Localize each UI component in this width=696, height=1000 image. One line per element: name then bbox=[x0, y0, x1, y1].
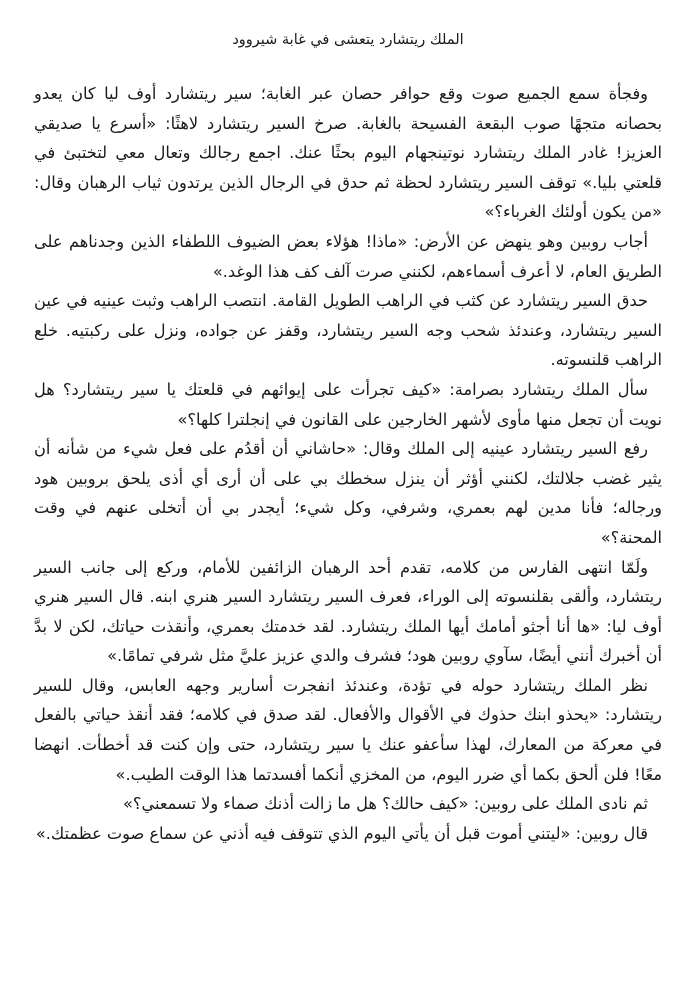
book-page bbox=[34, 0, 662, 1000]
paragraph: أجاب روبين وهو ينهض عن الأرض: «ماذا! هؤلاء بعض الضيوف اللطفاء الذين وجدناهم على الطريق العام، لا أعرف أسماءهم، لكنني صرت آلف كف هذا الوغد.» bbox=[34, 231, 662, 281]
paragraph: وفجأة سمع الجميع صوت وقع حوافر حصان عبر الغابة؛ سير ريتشارد أوف ليا كان يعدو بحصانه متجهًا صوب البقعة الفسيحة بالغابة. صرخ السير ريتشارد لاهثًا: «أسرع يا صديقي العزيز! غادر الملك ريتشارد نوتينجهام اليوم بحثًا عنك. اجمع رجالك وتعال معي لتختبئ في قلعتي بليا.» توقف السير ريتشارد لحظة ثم حدق في الرجال الذين يرتدون ثياب الرهبان وقال: «من يكون أولئك الغرباء؟» bbox=[34, 84, 662, 222]
paragraph: ولَمّا انتهى الفارس من كلامه، تقدم أحد الرهبان الزائفين للأمام، وركع إلى جانب السير ريتشارد، وألقى بقلنسوته إلى الوراء، فعرف السير ريتشارد السير هنري ابنه. قال السير هنري أوف ليا: «ها أنا أجثو أمامك أيها الملك ريتشارد. لقد خدمتك بعمري، وأنقذت حياتك، لكن لا بدَّ أن أخبرك أنني أيضًا، سآوي روبين هود؛ فشرف والدي عزيز عليَّ مثل شرفي تمامًا.» bbox=[34, 557, 662, 666]
paragraph: قال روبين: «ليتني أموت قبل أن يأتي اليوم الذي تتوقف فيه أذني عن سماع صوت عظمتك.» bbox=[35, 823, 648, 843]
paragraph: رفع السير ريتشارد عينيه إلى الملك وقال: «حاشاني أن أقدُم على فعل شيء من شأنه أن يثير غضب جلالتك، لكنني أؤثر أن ينزل سخطك بي على أن أرى أي أذى يلحق بروبين هود ورجاله؛ فأنا مدين لهم بعمري، وشرفي، وكل شيء؛ أيجدر بي أن أتخلى عنهم في وقت المحنة؟» bbox=[34, 439, 662, 547]
paragraph: نظر الملك ريتشارد حوله في تؤدة، وعندئذ انفجرت أسارير وجهه العابس، وقال للسير ريتشارد: «يحذو ابنك حذوك في الأقوال والأفعال. لقد صدق في كلامه؛ فقد أنقذ حياتي بالفعل في معركة من المعارك، لهذا سأعفو عنك يا سير ريتشارد، حتى وإن كنت قد أخطأت. انهضا معًا! فلن ألحق بكما أي ضرر اليوم، من المخزي أنكما أفسدتما هذا الوقت الطيب.» bbox=[34, 675, 662, 784]
paragraph: ثم نادى الملك على روبين: «كيف حالك؟ هل ما زالت أذنك صماء ولا تسمعني؟» bbox=[122, 794, 648, 814]
body-text bbox=[34, 79, 662, 848]
paragraph: سأل الملك ريتشارد بصرامة: «كيف تجرأت على إيوائهم في قلعتك يا سير ريتشارد؟ هل نويت أن تجعل منها مأوى لأشهر الخارجين على القانون في إنجلترا كلها؟» bbox=[34, 379, 662, 429]
paragraph: حدق السير ريتشارد عن كثب في الراهب الطويل القامة. انتصب الراهب وثبت عينيه في عين السير ريتشارد، وعندئذ شحب وجه السير ريتشارد، وقفز عن جواده، ونزل على ركبتيه. خلع الراهب قلنسوته. bbox=[34, 291, 662, 370]
running-header-title: الملك ريتشارد يتعشى في غابة شيروود bbox=[232, 32, 464, 48]
